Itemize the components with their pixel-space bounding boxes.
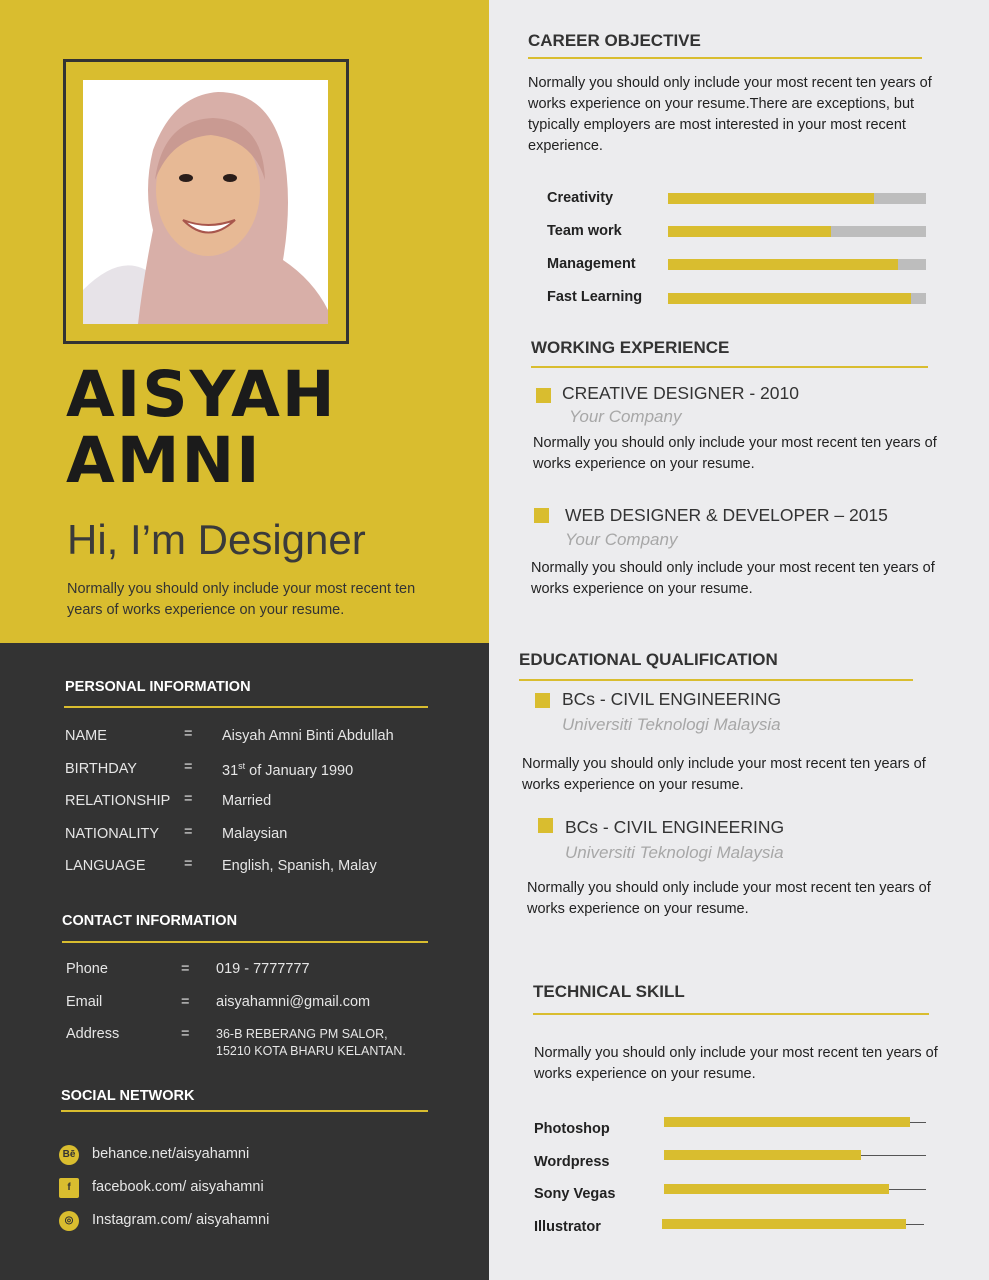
contact-label-phone: Phone [66,961,108,977]
tech-bar-wordpress [664,1150,861,1160]
intro-text: Normally you should only include your most recent ten years of works experience on your resume. [67,581,416,618]
tech-bar-illustrator [662,1219,906,1229]
equals-sign: = [181,1026,190,1042]
education-degree-2: BCs - CIVIL ENGINEERING [565,817,785,837]
job-company-2: Your Company [565,530,678,549]
personal-label-nationality: NATIONALITY [65,826,159,842]
career-objective-divider [528,57,922,59]
tech-bar-sony-vegas [664,1184,889,1194]
job-title-1: CREATIVE DESIGNER - 2010 [562,383,799,403]
education-school-1: Universiti Teknologi Malaysia [562,715,781,734]
personal-value-birthday: 31st of January 1990 [222,761,354,779]
personal-label-birthday: BIRTHDAY [65,761,137,777]
personal-label-relationship: RELATIONSHIP [65,793,171,809]
personal-label-language: LANGUAGE [65,858,146,874]
working-experience-divider [531,366,928,368]
bullet-square [534,508,549,523]
personal-info-divider [64,706,428,708]
career-objective-title: CAREER OBJECTIVE [528,31,701,50]
first-name: AISYAH [66,358,337,431]
skill-bar-fill [668,293,911,304]
technical-skill-title: TECHNICAL SKILL [533,982,685,1001]
full-name [66,358,337,497]
bullet-square [535,693,550,708]
personal-value-nationality: Malaysian [222,826,288,842]
bullet-square [536,388,551,403]
personal-value-language: English, Spanish, Malay [222,858,377,874]
equals-sign: = [184,824,193,840]
equals-sign: = [181,994,190,1010]
tech-label-photoshop: Photoshop [534,1121,610,1137]
skill-bar-fill [668,259,898,270]
skill-bar-fill [668,226,831,237]
social-facebook-link[interactable]: facebook.com/ aisyahamni [92,1179,264,1195]
contact-value-address-line1: 36-B REBERANG PM SALOR, [216,1027,388,1041]
skill-label-fast-learning: Fast Learning [547,289,643,305]
tech-label-sony-vegas: Sony Vegas [534,1186,616,1202]
equals-sign: = [181,961,190,977]
equals-sign: = [184,759,193,775]
contact-value-email[interactable]: aisyahamni@gmail.com [216,994,371,1010]
equals-sign: = [184,856,193,872]
behance-icon: Bē [59,1145,79,1165]
contact-info-divider [62,941,428,943]
tech-label-wordpress: Wordpress [534,1154,610,1170]
contact-value-phone[interactable]: 019 - 7777777 [216,961,310,977]
working-experience-title: WORKING EXPERIENCE [531,338,730,357]
education-text-2: Normally you should only include your most recent ten years of works experience on your resume. [527,880,931,917]
tagline: Hi, I’m Designer [67,516,366,563]
contact-info-title: CONTACT INFORMATION [62,913,238,929]
education-degree-1: BCs - CIVIL ENGINEERING [562,689,782,709]
bullet-square [538,818,553,833]
skill-label-teamwork: Team work [547,223,622,239]
personal-value-name: Aisyah Amni Binti Abdullah [222,728,394,744]
technical-skill-text: Normally you should only include your most recent ten years of works experience on your resume. [534,1045,938,1082]
tech-label-illustrator: Illustrator [534,1219,601,1235]
job-company-1: Your Company [569,407,682,426]
contact-label-address: Address [66,1026,120,1042]
contact-label-email: Email [66,994,103,1010]
skill-label-creativity: Creativity [547,190,614,206]
tech-bar-photoshop [664,1117,910,1127]
skill-bar-fill [668,193,874,204]
social-network-divider [61,1110,428,1112]
education-text-1: Normally you should only include your most recent ten years of works experience on your resume. [522,756,926,793]
personal-value-relationship: Married [222,793,272,809]
job-title-2: WEB DESIGNER & DEVELOPER – 2015 [565,505,888,525]
facebook-icon: f [59,1178,79,1198]
personal-info-title: PERSONAL INFORMATION [65,679,251,695]
equals-sign: = [184,791,193,807]
instagram-icon: ◎ [59,1211,79,1231]
social-instagram-link[interactable]: Instagram.com/ aisyahamni [92,1212,270,1228]
education-title: EDUCATIONAL QUALIFICATION [519,650,778,669]
last-name: AMNI [66,424,262,497]
job-text-1: Normally you should only include your most recent ten years of works experience on your resume. [533,435,937,472]
skill-bar-fast-learning [668,293,926,304]
skill-bar-management [668,259,926,270]
contact-value-address-line2: 15210 KOTA BHARU KELANTAN. [216,1044,406,1058]
personal-label-name: NAME [65,728,107,744]
social-network-title: SOCIAL NETWORK [61,1088,195,1104]
skill-label-management: Management [547,256,636,272]
education-divider [519,679,913,681]
social-behance-link[interactable]: behance.net/aisyahamni [92,1146,250,1162]
skill-bar-teamwork [668,226,926,237]
job-text-2: Normally you should only include your most recent ten years of works experience on your resume. [531,560,935,597]
career-objective-text: Normally you should only include your most recent ten years of works experience on your resume.There are exceptions, but typically employers are most interested in your most recent experience. [528,75,932,154]
skill-bar-creativity [668,193,926,204]
education-school-2: Universiti Teknologi Malaysia [565,843,784,862]
technical-skill-divider [533,1013,929,1015]
profile-photo [83,80,328,324]
equals-sign: = [184,726,193,742]
